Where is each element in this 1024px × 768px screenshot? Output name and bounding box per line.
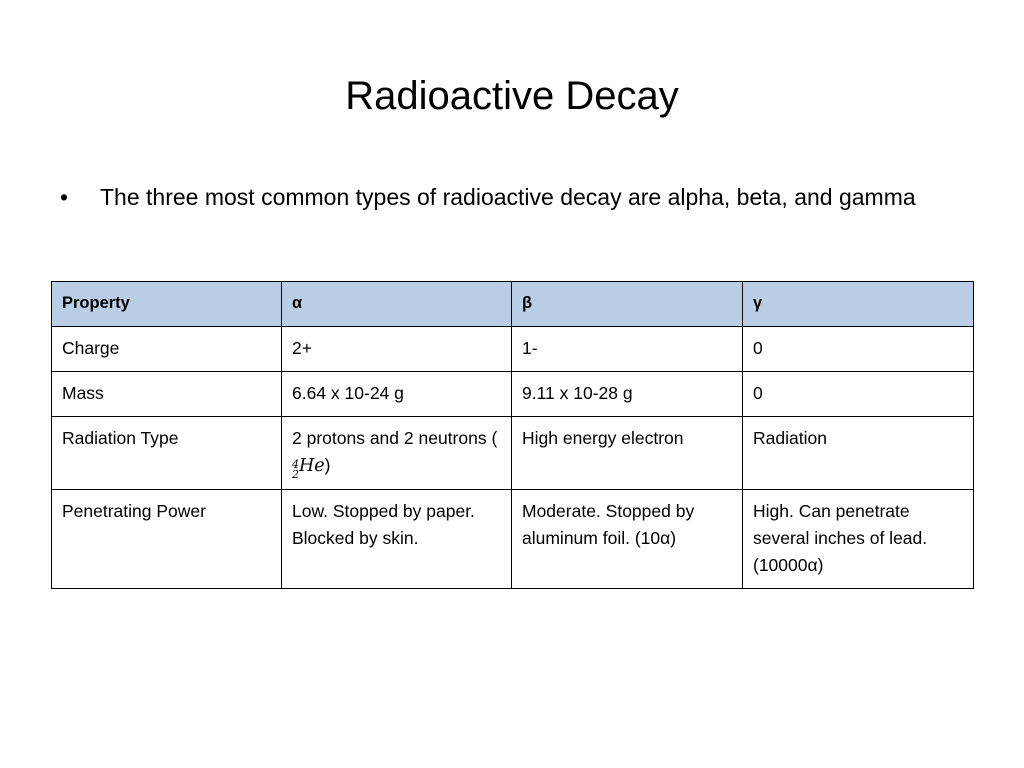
cell-beta: Moderate. Stopped by aluminum foil. (10α) — [512, 490, 743, 589]
header-beta: β — [512, 282, 743, 327]
alpha-description: 2 protons and 2 neutrons ( — [292, 428, 498, 448]
cell-beta: High energy electron — [512, 417, 743, 490]
bullet-item — [58, 180, 958, 215]
decay-properties-table — [51, 281, 974, 589]
bullet-text: The three most common types of radioactive decay are alpha, beta, and gamma — [100, 184, 916, 210]
cell-alpha: Low. Stopped by paper. Blocked by skin. — [282, 490, 512, 589]
cell-property: Mass — [52, 372, 282, 417]
cell-property: Charge — [52, 327, 282, 372]
helium-symbol: He — [299, 456, 325, 476]
atomic-number: 2 — [292, 468, 299, 481]
cell-property: Penetrating Power — [52, 490, 282, 589]
cell-alpha — [282, 417, 512, 490]
cell-gamma: Radiation — [743, 417, 974, 490]
cell-property: Radiation Type — [52, 417, 282, 490]
cell-alpha: 2+ — [282, 327, 512, 372]
table-row-penetrating-power — [52, 490, 974, 589]
table-row-radiation-type — [52, 417, 974, 490]
bullet-marker: • — [60, 184, 69, 210]
slide-title: Radioactive Decay — [345, 74, 679, 118]
cell-alpha: 6.64 x 10-24 g — [282, 372, 512, 417]
bullet-list — [58, 180, 958, 215]
table-header-row — [52, 282, 974, 327]
table-row-charge — [52, 327, 974, 372]
table-row-mass — [52, 372, 974, 417]
cell-gamma: 0 — [743, 327, 974, 372]
header-property: Property — [52, 282, 282, 327]
header-gamma: γ — [743, 282, 974, 327]
header-alpha: α — [282, 282, 512, 327]
cell-beta: 1- — [512, 327, 743, 372]
cell-beta: 9.11 x 10-28 g — [512, 372, 743, 417]
cell-gamma: High. Can penetrate several inches of lead. (10000α) — [743, 490, 974, 589]
alpha-description-close: ) — [324, 455, 331, 475]
cell-gamma: 0 — [743, 372, 974, 417]
helium-isotope-notation — [292, 460, 299, 480]
mass-number: 4 — [292, 458, 299, 471]
